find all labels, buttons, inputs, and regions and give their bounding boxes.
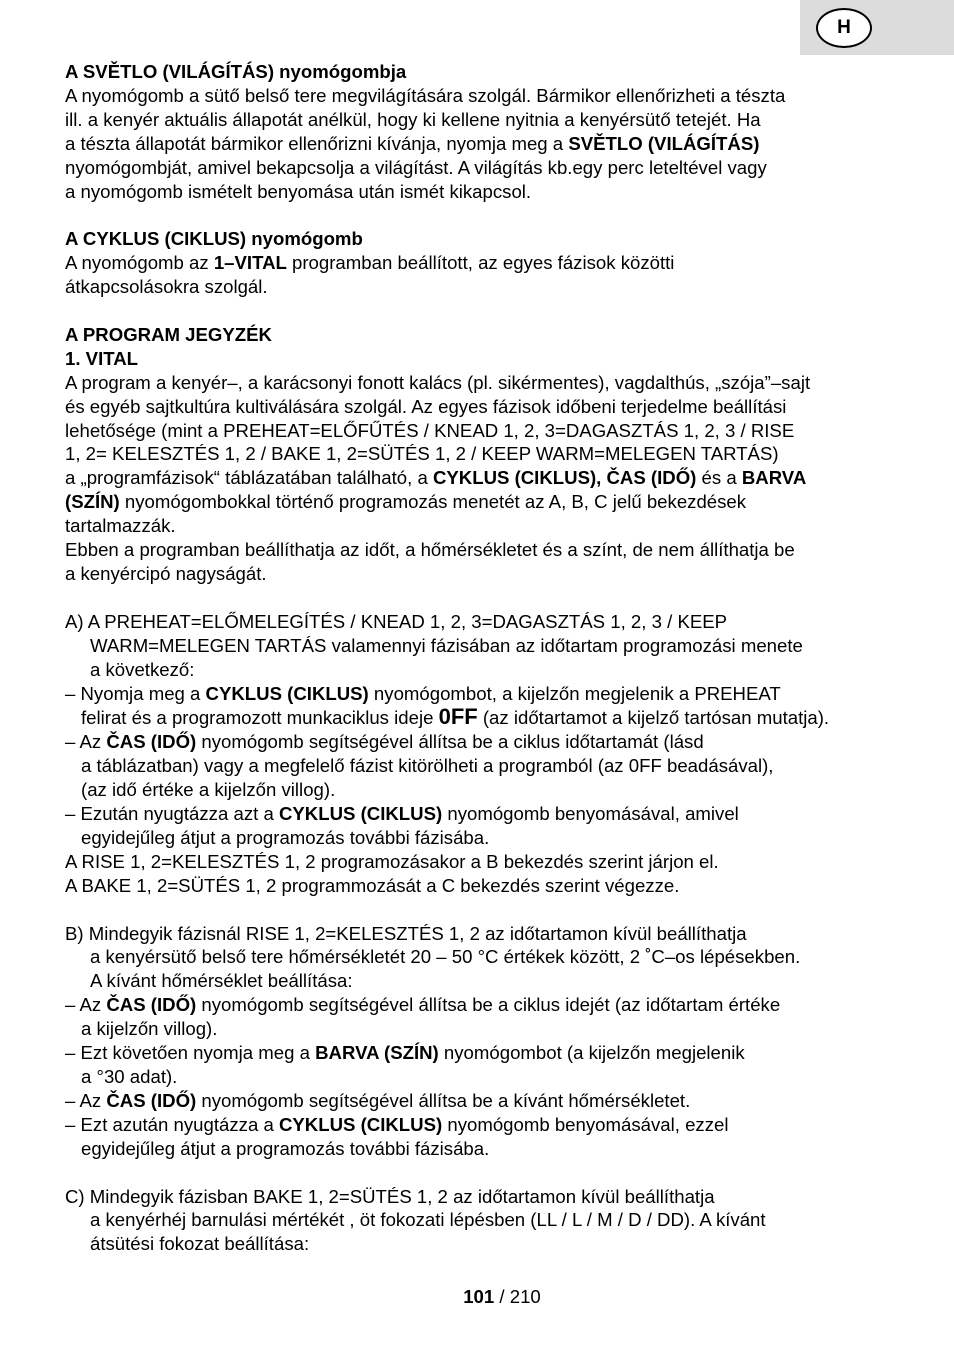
text-line: A RISE 1, 2=KELESZTÉS 1, 2 programozásakor a B bekezdés szerint járjon el.: [65, 850, 719, 872]
list-item: – Az ČAS (IDŐ) nyomógomb segítségével állítsa be a ciklus időtartamát (lásd: [65, 731, 704, 753]
list-item: – Az ČAS (IDŐ) nyomógomb segítségével állítsa be a ciklus idejét (az időtartam értéke: [65, 994, 781, 1016]
list-item-cont: a °30 adat).: [81, 1066, 178, 1087]
text-line: a következő:: [90, 658, 195, 680]
text-line: A kívánt hőmérséklet beállítása:: [90, 970, 353, 992]
text-line: A program a kenyér–, a karácsonyi fonott kalács (pl. sikérmentes), vagdalthús, „szója”–sajt: [65, 371, 811, 393]
text-line: ill. a kenyér aktuális állapotát anélkül, hogy ki kellene nyitnia a kenyérsütő tetejét. Ha: [65, 108, 761, 130]
text-line: (SZÍN) nyomógombokkal történő programozás menetét az A, B, C jelű bekezdések: [65, 491, 747, 513]
section-light-title: A SVĚTLO (VILÁGÍTÁS) nyomógombja: [65, 61, 407, 82]
paragraph-b-heading: B) Mindegyik fázisnál RISE 1, 2=KELESZTÉS 1, 2 az időtartamon kívül beállíthatja: [65, 922, 747, 944]
list-item-cont: egyidejűleg átjut a programozás további fázisába.: [81, 1137, 490, 1159]
text-line: a kenyércipó nagyságát.: [65, 563, 267, 584]
section-vital-subtitle: 1. VITAL: [65, 347, 139, 369]
text-line: átkapcsolásokra szolgál.: [65, 276, 268, 298]
text-line: A nyomógomb az 1–VITAL programban beállított, az egyes fázisok közötti: [65, 252, 675, 274]
text-line: a nyomógomb ismételt benyomása után ismét kikapcsol.: [65, 180, 532, 202]
list-item-cont: (az idő értéke a kijelzőn villog).: [81, 779, 336, 801]
text-line: és egyéb sajtkultúra kultiválására szolgál. Az egyes fázisok időbeni terjedelme beállítási: [65, 395, 787, 417]
text-line: Ebben a programban beállíthatja az időt, a hőmérsékletet és a színt, de nem állíthatja be: [65, 539, 795, 561]
section-program-title: A PROGRAM JEGYZÉK: [65, 323, 272, 345]
text-line: A nyomógomb a sütő belső tere megvilágítására szolgál. Bármikor ellenőrizheti a tészta: [65, 84, 786, 106]
paragraph-c-heading: C) Mindegyik fázisban BAKE 1, 2=SÜTÉS 1, 2 az időtartamon kívül beállíthatja: [65, 1185, 715, 1207]
list-item-cont: a táblázatban) vagy a megfelelő fázist kitörölheti a programból (az 0FF beadásával),: [81, 755, 774, 777]
text-line: tartalmazzák.: [65, 515, 176, 537]
text-line: a tészta állapotát bármikor ellenőrizni kívánja, nyomja meg a SVĚTLO (VILÁGÍTÁS): [65, 132, 760, 154]
text-line: átsütési fokozat beállítása:: [90, 1233, 310, 1255]
text-line: A BAKE 1, 2=SÜTÉS 1, 2 programmozását a C bekezdés szerint végezze.: [65, 874, 680, 896]
page-total: / 210: [494, 1286, 541, 1307]
text-line: 1, 2= KELESZTÉS 1, 2 / BAKE 1, 2=SÜTÉS 1, 2 / KEEP WARM=MELEGEN TARTÁS): [65, 443, 779, 465]
page-number: 101: [463, 1286, 495, 1307]
text-line: a kenyérhéj barnulási mértékét , öt fokozati lépésben (LL / L / M / D / DD). A kívánt: [90, 1209, 766, 1231]
text-line: WARM=MELEGEN TARTÁS valamennyi fázisában az időtartam programozási menete: [90, 634, 803, 656]
page-footer: [0, 1285, 954, 1309]
paragraph-a-heading: A) A PREHEAT=ELŐMELEGÍTÉS / KNEAD 1, 2, 3=DAGASZTÁS 1, 2, 3 / KEEP: [65, 610, 728, 632]
text-line: nyomógombját, amivel bekapcsolja a világítást. A világítás kb.egy perc leteltével vagy: [65, 156, 767, 178]
text-line: lehetősége (mint a PREHEAT=ELŐFŰTÉS / KNEAD 1, 2, 3=DAGASZTÁS 1, 2, 3 / RISE: [65, 419, 795, 441]
list-item: – Ezt azután nyugtázza a CYKLUS (CIKLUS) nyomógomb benyomásával, ezzel: [65, 1113, 729, 1135]
language-badge: [816, 8, 872, 48]
language-tab: [800, 0, 954, 55]
list-item-cont: felirat és a programozott munkaciklus ideje 0FF (az időtartamot a kijelző tartósan mutatja).: [81, 704, 830, 730]
list-item-cont: egyidejűleg átjut a programozás további fázisába.: [81, 826, 490, 848]
language-code: H: [837, 17, 851, 39]
list-item: – Ezt követően nyomja meg a BARVA (SZÍN) nyomógombot (a kijelzőn megjelenik: [65, 1042, 745, 1064]
section-cycle-title: A CYKLUS (CIKLUS) nyomógomb: [65, 228, 363, 250]
text-line: a kenyérsütő belső tere hőmérsékletét 20 – 50 °C értékek között, 2 ˚C–os lépésekben.: [90, 946, 801, 968]
page-content: [65, 60, 905, 1256]
list-item: – Ezután nyugtázza azt a CYKLUS (CIKLUS) nyomógomb benyomásával, amivel: [65, 803, 739, 825]
list-item: – Nyomja meg a CYKLUS (CIKLUS) nyomógombot, a kijelzőn megjelenik a PREHEAT: [65, 682, 781, 704]
text-line: a „programfázisok“ táblázatában található, a CYKLUS (CIKLUS), ČAS (IDŐ) és a BARVA: [65, 467, 807, 489]
list-item: – Az ČAS (IDŐ) nyomógomb segítségével állítsa be a kívánt hőmérsékletet.: [65, 1089, 691, 1111]
list-item-cont: a kijelzőn villog).: [81, 1018, 218, 1040]
